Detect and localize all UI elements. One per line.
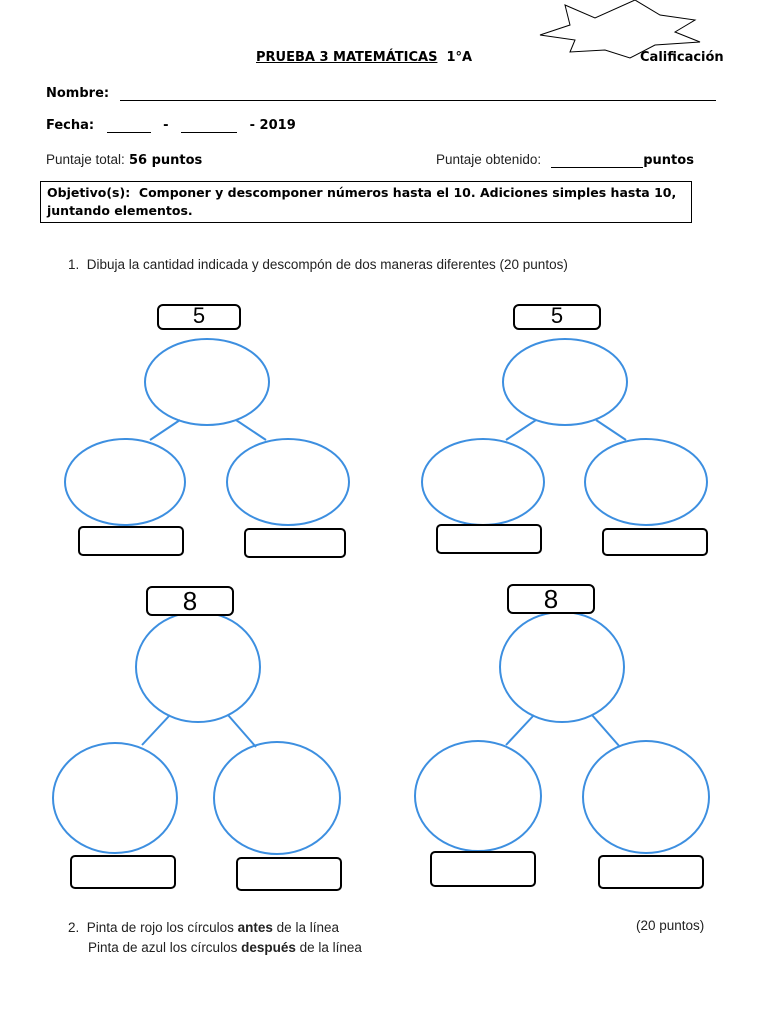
total-score-label: Puntaje total: — [46, 152, 125, 167]
answer-box-right[interactable] — [236, 857, 342, 891]
exercise-2-number: 2. — [68, 920, 80, 935]
total-score-value: 56 puntos — [128, 153, 203, 168]
date-separator: - — [163, 118, 169, 133]
objective-text: Componer y descomponer números hasta el 10. Adiciones simples hasta 10, juntando elementos. — [47, 185, 677, 218]
exercise-2-points: (20 puntos) — [636, 918, 705, 933]
objective-label: Objetivo(s): — [47, 185, 131, 200]
answer-box-right[interactable] — [244, 528, 346, 558]
answer-box-left[interactable] — [436, 524, 542, 554]
decomposition-tree — [420, 302, 720, 562]
date-label: Fecha: — [46, 118, 95, 133]
tree-circles — [420, 302, 720, 562]
part-circle-left — [53, 743, 177, 853]
exercise-2-instruction — [68, 918, 362, 958]
whole-circle — [136, 612, 260, 722]
exercise-2-line-2 — [68, 938, 362, 958]
obtained-score-label: Puntaje obtenido: — [436, 152, 542, 167]
exercise-2-line-2-end: de la línea — [299, 940, 362, 955]
answer-box-left[interactable] — [430, 851, 536, 887]
name-label: Nombre: — [46, 86, 110, 101]
exercise-2-line-2-text: Pinta de azul los círculos — [88, 940, 238, 955]
exercise-2-line-1-end: de la línea — [276, 920, 339, 935]
tree-circles — [412, 583, 722, 893]
part-circle-right — [583, 741, 709, 853]
exercise-2-line-1 — [68, 918, 362, 938]
name-field[interactable] — [120, 100, 716, 101]
exercise-2-line-1-text: Pinta de rojo los círculos — [86, 920, 234, 935]
whole-circle — [145, 339, 269, 425]
date-month-field[interactable] — [181, 132, 237, 133]
title-grade: 1°A — [446, 50, 473, 65]
target-number-box: 8 — [507, 584, 595, 614]
date-row — [46, 118, 296, 133]
objective-box — [40, 181, 692, 223]
decomposition-tree — [52, 585, 352, 895]
date-day-field[interactable] — [107, 132, 151, 133]
target-number-box: 5 — [513, 304, 601, 330]
whole-circle — [500, 612, 624, 722]
part-circle-left — [422, 439, 544, 525]
answer-box-left[interactable] — [78, 526, 184, 556]
answer-box-right[interactable] — [602, 528, 708, 556]
part-circle-left — [415, 741, 541, 851]
exercise-1-number: 1. — [68, 257, 80, 272]
date-year: - 2019 — [249, 118, 296, 133]
name-row — [46, 86, 716, 101]
target-number-box: 8 — [146, 586, 234, 616]
part-circle-left — [65, 439, 185, 525]
part-circle-right — [227, 439, 349, 525]
exercise-2-keyword-despues: después — [241, 940, 296, 955]
exercise-2-keyword-antes: antes — [237, 920, 273, 935]
part-circle-right — [585, 439, 707, 525]
whole-circle — [503, 339, 627, 425]
total-score-row — [46, 152, 202, 168]
obtained-score-unit: puntos — [643, 153, 694, 168]
tree-circles — [52, 585, 352, 895]
obtained-score-field[interactable] — [551, 167, 643, 168]
part-circle-right — [214, 742, 340, 854]
page-title — [256, 50, 472, 65]
answer-box-left[interactable] — [70, 855, 176, 889]
exercise-1-text: Dibuja la cantidad indicada y descompón de dos maneras diferentes (20 puntos) — [86, 257, 568, 272]
decomposition-tree — [62, 302, 352, 562]
obtained-score-row — [436, 152, 694, 168]
decomposition-tree — [412, 583, 722, 893]
grade-label: Calificación — [640, 50, 724, 65]
title-subject: PRUEBA 3 MATEMÁTICAS — [256, 50, 438, 65]
exercise-1-instruction — [68, 257, 568, 272]
answer-box-right[interactable] — [598, 855, 704, 889]
tree-circles — [62, 302, 352, 562]
target-number-box: 5 — [157, 304, 241, 330]
